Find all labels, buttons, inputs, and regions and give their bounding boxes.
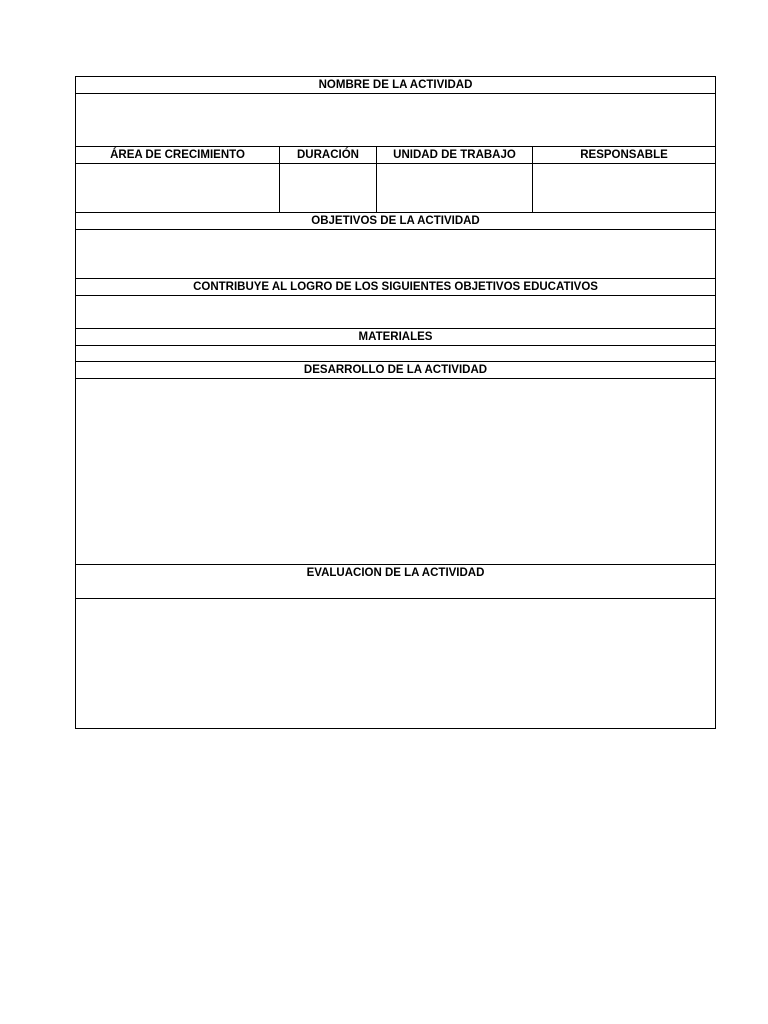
activity-name-field[interactable] <box>76 94 716 147</box>
activity-planning-form <box>75 76 716 729</box>
duration-field[interactable] <box>280 164 377 213</box>
activity-name-header: NOMBRE DE LA ACTIVIDAD <box>76 77 716 94</box>
objectives-header: OBJETIVOS DE LA ACTIVIDAD <box>76 213 716 230</box>
work-unit-field[interactable] <box>377 164 533 213</box>
educational-objectives-header: CONTRIBUYE AL LOGRO DE LOS SIGUIENTES OBJETIVOS EDUCATIVOS <box>76 279 716 296</box>
materials-header: MATERIALES <box>76 329 716 346</box>
work-unit-header: UNIDAD DE TRABAJO <box>377 147 533 164</box>
development-field[interactable] <box>76 379 716 565</box>
evaluation-field[interactable] <box>76 599 716 729</box>
growth-area-field[interactable] <box>76 164 280 213</box>
objectives-field[interactable] <box>76 230 716 279</box>
evaluation-header: EVALUACION DE LA ACTIVIDAD <box>76 565 716 599</box>
responsible-field[interactable] <box>533 164 716 213</box>
growth-area-header: ÁREA DE CRECIMIENTO <box>76 147 280 164</box>
materials-field[interactable] <box>76 346 716 362</box>
development-header: DESARROLLO DE LA ACTIVIDAD <box>76 362 716 379</box>
duration-header: DURACIÓN <box>280 147 377 164</box>
responsible-header: RESPONSABLE <box>533 147 716 164</box>
educational-objectives-field[interactable] <box>76 296 716 329</box>
